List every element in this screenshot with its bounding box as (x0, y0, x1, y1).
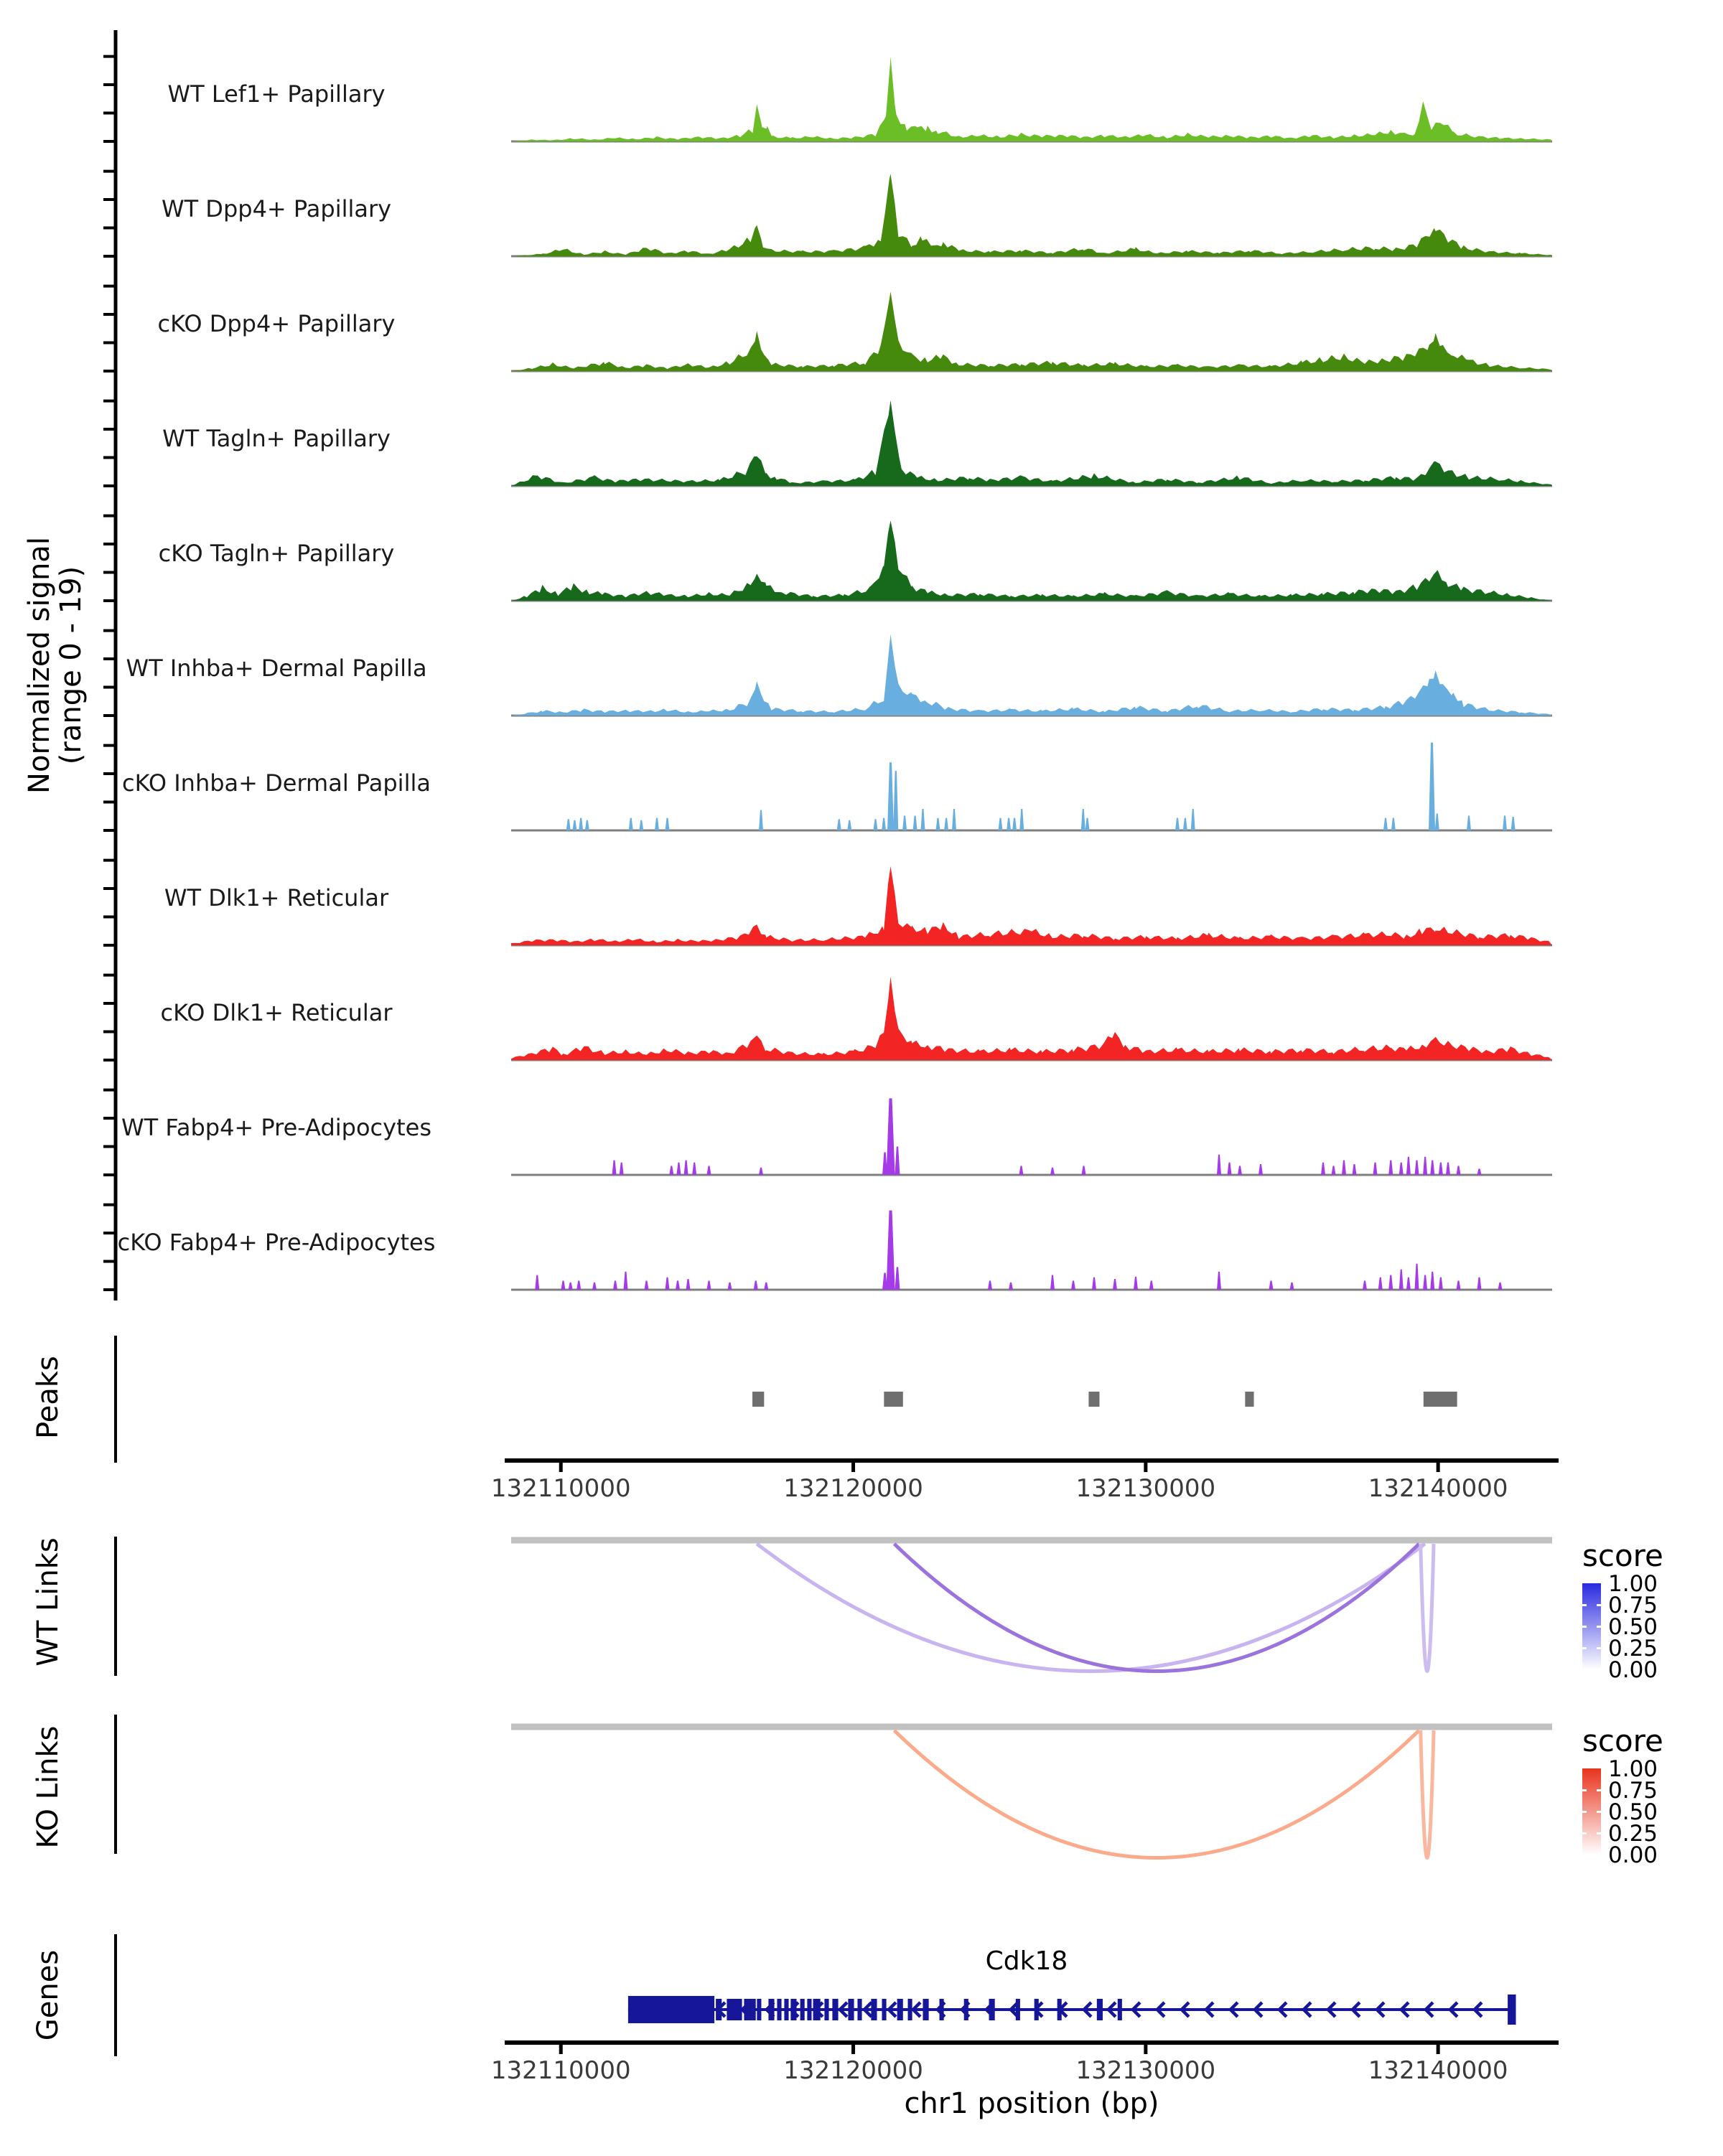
wt-links-section-label: WT Links (32, 1537, 65, 1667)
wt-legend-notch (1597, 1647, 1601, 1649)
track-label: WT Lef1+ Papillary (167, 80, 386, 108)
track-label: WT Dpp4+ Papillary (161, 195, 392, 222)
x-axis-title: chr1 position (bp) (904, 2087, 1159, 2120)
gene-exon (1097, 1999, 1103, 2020)
ko-legend-notch (1582, 1789, 1587, 1791)
track-label: cKO Inhba+ Dermal Papilla (122, 769, 431, 797)
wt-legend-tick-labels (1608, 1571, 1658, 1683)
track-label: WT Inhba+ Dermal Papilla (126, 655, 427, 682)
axis-tick-label: 132130000 (1075, 1474, 1216, 1503)
axis-tick-label: 132110000 (490, 2056, 631, 2085)
ko-legend-notch (1597, 1789, 1601, 1791)
wt-legend-notch (1582, 1626, 1587, 1628)
track-label: WT Tagln+ Papillary (162, 425, 391, 452)
y-axis-label-line1: Normalized signal (23, 537, 56, 794)
gene-exon (727, 1999, 731, 2020)
track-label: WT Dlk1+ Reticular (164, 884, 389, 911)
gene-exon (857, 1999, 862, 2020)
wt-links-legend (1582, 1538, 1663, 1683)
gene-exon (923, 1999, 928, 2020)
genes-section-label: Genes (32, 1949, 65, 2041)
ko-legend-notch (1597, 1832, 1601, 1834)
wt-legend-notch (1582, 1604, 1587, 1606)
legend-tick-label: 1.00 (1608, 1571, 1658, 1597)
ko-legend-notch (1582, 1832, 1587, 1834)
axis-tick-label: 132140000 (1368, 2056, 1508, 2085)
track-label: cKO Dpp4+ Papillary (157, 310, 396, 337)
legend-tick-label: 0.50 (1608, 1614, 1658, 1640)
axis-tick-label: 132130000 (1075, 2056, 1216, 2085)
ko-legend-title: score (1582, 1723, 1663, 1758)
gene-name-label: Cdk18 (985, 1946, 1068, 1976)
y-axis-label-line2: (range 0 - 19) (55, 566, 88, 765)
gene-exon (749, 1999, 756, 2020)
ko-links-section-label: KO Links (32, 1725, 65, 1849)
ko-legend-tick-labels (1608, 1756, 1658, 1868)
legend-tick-label: 0.75 (1608, 1593, 1658, 1618)
axis-tick-label: 132120000 (783, 1474, 923, 1503)
peak-box (752, 1392, 764, 1407)
wt-legend-notch (1582, 1647, 1587, 1649)
ko-links-legend (1582, 1723, 1663, 1868)
gene-exon (848, 1999, 854, 2020)
track-label: cKO Dlk1+ Reticular (160, 999, 393, 1026)
gene-exon (1118, 1999, 1122, 2020)
peaks-section-label: Peaks (32, 1356, 65, 1439)
gene-utr-box (628, 1996, 714, 2023)
track-label: cKO Fabp4+ Pre-Adipocytes (117, 1229, 436, 1256)
axis-tick-label: 132120000 (783, 2056, 923, 2085)
gene-exon (784, 1999, 788, 2020)
ko-legend-notch (1597, 1811, 1601, 1813)
legend-tick-label: 0.75 (1608, 1778, 1658, 1804)
axis-tick-label: 132140000 (1368, 1474, 1508, 1503)
axis-tick-label: 132110000 (490, 1474, 631, 1503)
legend-tick-label: 0.25 (1608, 1821, 1658, 1847)
wt-legend-notch (1597, 1604, 1601, 1606)
gene-exon (882, 1999, 886, 2020)
gene-exon (777, 1999, 781, 2020)
peak-box (1424, 1392, 1457, 1407)
gene-exon (832, 1999, 838, 2020)
legend-tick-label: 0.00 (1608, 1657, 1658, 1683)
track-label: cKO Tagln+ Papillary (158, 540, 395, 567)
peak-box (1245, 1392, 1253, 1407)
gene-exon (871, 1999, 877, 2020)
gene-exon (757, 1999, 761, 2020)
gene-exon (807, 1999, 811, 2020)
peak-box (1088, 1392, 1099, 1407)
gene-exon (897, 1999, 903, 2020)
wt-legend-notch (1597, 1626, 1601, 1628)
wt-legend-title: score (1582, 1538, 1663, 1573)
peak-box (884, 1392, 902, 1407)
gene-exon (824, 1999, 828, 2020)
gene-end-exon (1508, 1995, 1516, 2025)
gene-exon (800, 1999, 805, 2020)
legend-tick-label: 0.00 (1608, 1842, 1658, 1868)
legend-tick-label: 1.00 (1608, 1756, 1658, 1782)
ko-legend-notch (1582, 1811, 1587, 1813)
track-label: WT Fabp4+ Pre-Adipocytes (121, 1114, 431, 1141)
legend-tick-label: 0.25 (1608, 1636, 1658, 1661)
legend-tick-label: 0.50 (1608, 1799, 1658, 1825)
